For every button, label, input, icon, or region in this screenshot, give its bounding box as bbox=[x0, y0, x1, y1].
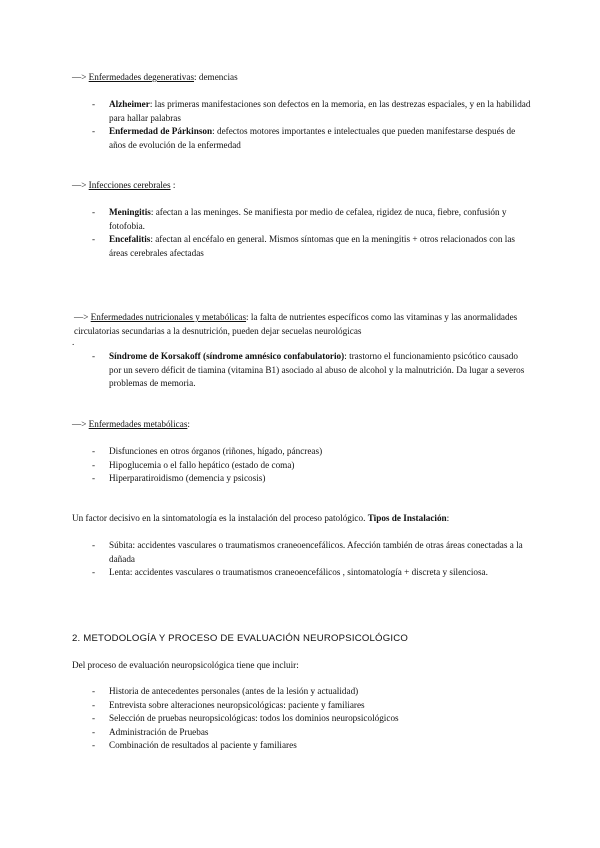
list-item: - Administración de Pruebas bbox=[72, 726, 532, 740]
intro-text: Un factor decisivo en la sintomatología es la instalación del proceso patológico. bbox=[72, 513, 368, 523]
heading-title: Enfermedades metabólicas bbox=[88, 419, 188, 429]
heading-rest: : la falta de nutrientes específicos como las vitaminas y las anormalidades circulatorias secundarias a la desnutrición, pueden dejar secuelas neurológicas bbox=[74, 312, 518, 336]
list-item bbox=[72, 350, 532, 391]
item-text: : defectos motores importantes e intelectuales que pueden manifestarse después de años de evolución de la enfermedad bbox=[109, 126, 516, 150]
item-term: Enfermedad de Párkinson bbox=[109, 126, 213, 136]
list-item bbox=[72, 98, 532, 125]
heading-title: Infecciones cerebrales bbox=[88, 180, 171, 190]
list-item: - Entrevista sobre alteraciones neuropsicológicas: paciente y familiares bbox=[72, 699, 532, 713]
arrow-marker: —> bbox=[72, 72, 89, 82]
section-intro: Del proceso de evaluación neuropsicológica tiene que incluir: bbox=[72, 660, 299, 670]
infections-list bbox=[72, 206, 532, 260]
item-text: : trastorno el funcionamiento psicótico causado por un severo déficit de tiamina (vitamina B1) asociado al abuso de alcohol y la malnutrición. Da lugar a severos problemas de memoria. bbox=[109, 351, 525, 388]
item-term: Encefalitis bbox=[109, 234, 151, 244]
heading-rest: : demencias bbox=[194, 72, 238, 82]
item-text: : afectan al encéfalo en general. Mismos síntomas que en la meningitis + otros relacionados con las áreas cerebrales afectadas bbox=[109, 234, 515, 258]
list-item: - Hiperparatiroidismo (demencia y psicosis) bbox=[72, 472, 532, 486]
nutritional-heading bbox=[74, 311, 534, 338]
item-text: : afectan a las meninges. Se manifiesta por medio de cefalea, rigidez de nuca, fiebre, confusión y fotofobia. bbox=[109, 207, 507, 231]
list-item bbox=[72, 233, 532, 260]
list-item: - Súbita: accidentes vasculares o traumatismos craneoencefálicos. Afección también de otras áreas conectadas a la dañada bbox=[72, 539, 532, 566]
list-item: - Historia de antecedentes personales (antes de la lesión y actualidad) bbox=[72, 685, 532, 699]
heading-title: Enfermedades degenerativas bbox=[88, 72, 195, 82]
arrow-marker: —> bbox=[74, 312, 91, 322]
list-item: - Disfunciones en otros órganos (riñones, hígado, páncreas) bbox=[72, 445, 532, 459]
heading-rest: : bbox=[170, 180, 176, 190]
degenerative-heading bbox=[72, 71, 532, 85]
item-term: Síndrome de Korsakoff (síndrome amnésico confabulatorio) bbox=[109, 351, 345, 361]
installation-list bbox=[72, 539, 532, 580]
infections-heading bbox=[72, 179, 532, 193]
list-item: - Selección de pruebas neuropsicológicas: todos los dominios neuropsicológicos bbox=[72, 712, 532, 726]
stray-dot: . bbox=[72, 337, 75, 347]
nutritional-list bbox=[72, 350, 532, 391]
list-item bbox=[72, 206, 532, 233]
intro-bold: Tipos de Instalación bbox=[367, 513, 447, 523]
metabolic-list bbox=[72, 445, 532, 486]
heading-title: Enfermedades nutricionales y metabólicas bbox=[90, 312, 247, 322]
list-item bbox=[72, 125, 532, 152]
heading-rest: : bbox=[187, 419, 190, 429]
list-item: - Hipoglucemia o el fallo hepático (estado de coma) bbox=[72, 459, 532, 473]
metabolic-heading bbox=[72, 418, 532, 432]
arrow-marker: —> bbox=[72, 419, 89, 429]
installation-intro bbox=[72, 512, 532, 526]
arrow-marker: —> bbox=[72, 180, 89, 190]
item-term: Alzheimer bbox=[109, 99, 150, 109]
item-text: : las primeras manifestaciones son defectos en la memoria, en las destrezas espaciales, y en la habilidad para hallar palabras bbox=[109, 99, 531, 123]
list-item: - Lenta: accidentes vasculares o traumatismos craneoencefálicos , sintomatología + discreta y silenciosa. bbox=[72, 566, 532, 580]
degenerative-list bbox=[72, 98, 532, 152]
item-term: Meningitis bbox=[109, 207, 151, 217]
list-item: - Combinación de resultados al paciente y familiares bbox=[72, 739, 532, 753]
evaluation-list bbox=[72, 685, 532, 753]
intro-end: : bbox=[446, 513, 450, 523]
section-heading: 2. METODOLOGÍA Y PROCESO DE EVALUACIÓN NEUROPSICOLÓGICO bbox=[72, 633, 409, 644]
